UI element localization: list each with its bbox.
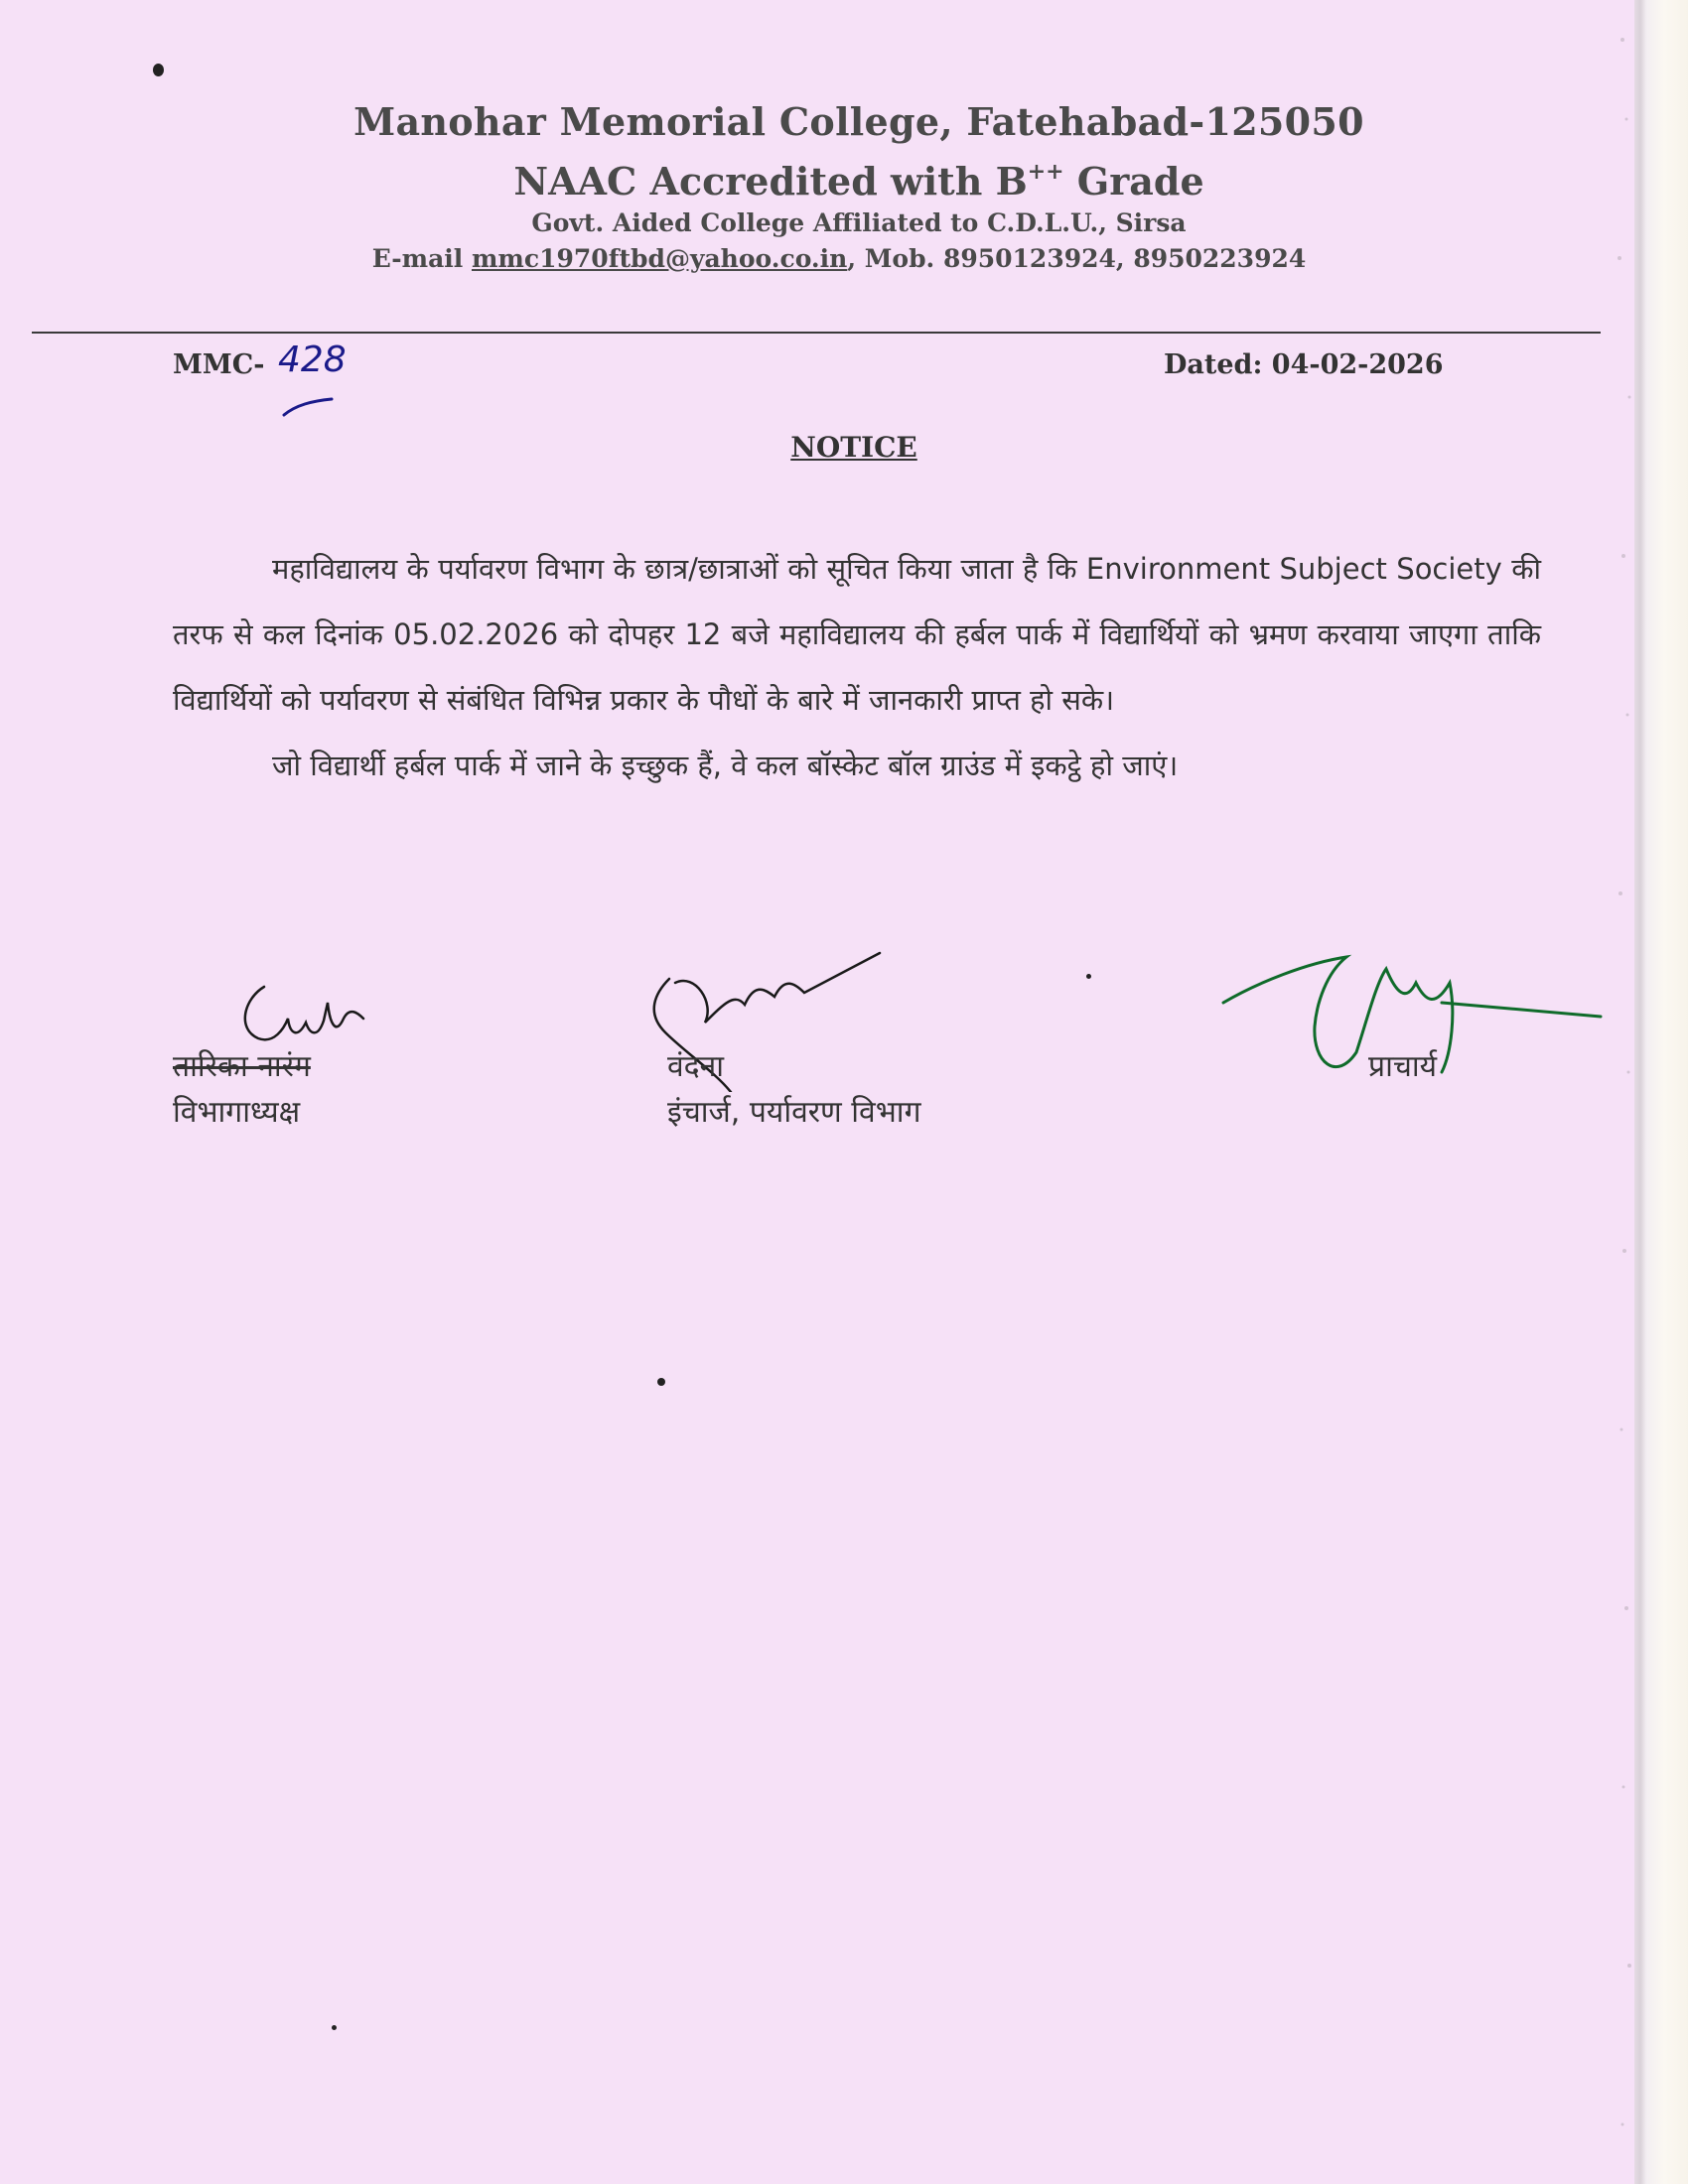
scan-mark [657, 1378, 665, 1386]
scan-speckles [1575, 0, 1634, 2184]
reference-tick-mark [280, 395, 340, 419]
reference-label: MMC- [173, 349, 265, 380]
email-label: E-mail [371, 244, 472, 273]
accreditation-text: NAAC Accredited with B [513, 159, 1028, 204]
mobile-numbers: , Mob. 8950123924, 8950223924 [847, 244, 1307, 273]
signatory-principal [1368, 1044, 1437, 1090]
header-divider [32, 332, 1601, 334]
notice-paragraph: महाविद्यालय के पर्यावरण विभाग के छात्र/छात्राओं को सूचित किया जाता है कि Environment Subject Society की तरफ से कल दिनांक 05.02.2026 को दोपहर 12 बजे महाविद्यालय की हर्बल पार्क में विद्यार्थियों को भ्रमण करवाया जाएगा ताकि विद्यार्थियों को पर्यावरण से संबंधित विभिन्न प्रकार के पौधों के बारे में जानकारी प्राप्त हो सके। [173, 552, 1541, 717]
signatory-principal-title: प्राचार्य [1368, 1049, 1438, 1084]
signatory-incharge-name: वंदना [667, 1049, 725, 1084]
notice-body [173, 536, 1541, 798]
scan-mark [332, 2025, 337, 2030]
signatory-incharge-title: इंचार्ज, पर्यावरण विभाग [667, 1095, 921, 1130]
reference-number-handwritten: 428 [278, 340, 347, 380]
signatory-incharge [667, 1044, 920, 1136]
scan-edge [1634, 0, 1688, 2184]
accreditation-grade-suffix: Grade [1063, 159, 1204, 204]
signatory-hod [173, 1044, 311, 1136]
signatory-hod-title: विभागाध्यक्ष [173, 1095, 301, 1130]
contact-line [258, 240, 1420, 278]
email-link[interactable]: mmc1970ftbd@yahoo.co.in [471, 244, 848, 273]
signatory-hod-name: तारिका नारंग [173, 1049, 311, 1084]
notice-paragraph: जो विद्यार्थी हर्बल पार्क में जाने के इच्छुक हैं, वे कल बॉस्केट बॉल ग्राउंड में इकट्ठे हो जाएं। [272, 749, 1179, 782]
college-name: Manohar Memorial College, Fatehabad-125050 [353, 99, 1364, 144]
scan-mark [153, 64, 164, 76]
accreditation-line [298, 147, 1420, 206]
notice-date: Dated: 04-02-2026 [1164, 349, 1444, 380]
scan-mark [1086, 974, 1091, 979]
affiliation-line: Govt. Aided College Affiliated to C.D.L.U., Sirsa [531, 208, 1187, 237]
accreditation-grade-sup: ++ [1027, 159, 1064, 185]
letterhead [298, 97, 1420, 278]
notice-title: NOTICE [790, 431, 917, 464]
